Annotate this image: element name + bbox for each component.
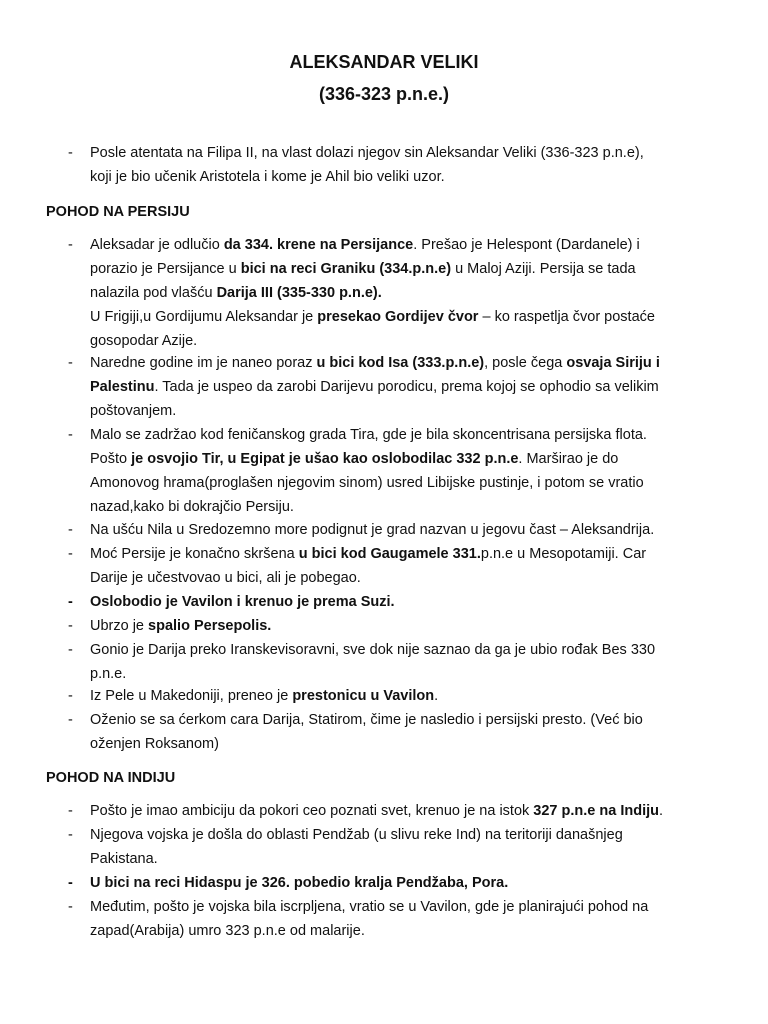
list-item-text: Iz Pele u Makedoniji, preneo je prestonicu u Vavilon. [90,688,439,704]
list-item-text: Naredne godine im je naneo poraz u bici kod Isa (333.p.n.e), posle čega osvaja Siriju i Palestinu. Tada je uspeo da zarobi Darijevu porodicu, prema kojoj se ophodio sa velikim poštovanjem. [90,355,660,419]
bullet-dash: - [68,803,73,819]
list-item-text: Posle atentata na Filipa II, na vlast dolazi njegov sin Aleksandar Veliki (336-323 p.n.e), koji je bio učenik Aristotela i kome je Ahil bio veliki uzor. [90,145,644,185]
bullet-dash: - [68,594,73,610]
bullet-dash: - [68,618,73,634]
list-item-text: Ubrzo je spalio Persepolis. [90,618,272,634]
page-title: ALEKSANDAR VELIKI [289,52,479,72]
list-item-text: Njegova vojska je došla do oblasti Pendžab (u slivu reke Ind) na teritoriji današnjeg Pakistana. [90,827,623,867]
list-item-text: Međutim, pošto je vojska bila iscrpljena, vratio se u Vavilon, gde je planirajući pohod na zapad(Arabija) umro 323 p.n.e od malarije. [90,899,649,939]
bullet-dash: - [68,899,73,915]
bullet-dash: - [68,827,73,843]
bullet-dash: - [68,355,73,371]
list-item-text: Pošto je imao ambiciju da pokori ceo poznati svet, krenuo je na istok 327 p.n.e na Indiju. [90,803,664,819]
bullet-dash: - [68,522,73,538]
bullet-dash: - [68,688,73,704]
list-item-text: Gonio je Darija preko Iranskevisoravni, sve dok nije saznao da ga je ubio rođak Bes 330 p.n.e. [90,642,656,682]
section-heading-persia: POHOD NA PERSIJU [46,204,190,220]
bullet-dash: - [68,642,73,658]
list-item-text: Malo se zadržao kod feničanskog grada Tira, gde je bila skoncentrisana persijska flota. Pošto je osvojio Tir, u Egipat je ušao kao oslobodilac 332 p.n.e. Marširao je do Amonovog hrama(proglašen njegovim sinom) usred Libijske pustinje, i potom se vratio nazad,kako bi dokrajčio Persiju. [90,427,647,515]
bullet-dash: - [68,712,73,728]
bullet-dash: - [68,237,73,253]
list-item-text: Na ušću Nila u Sredozemno more podignut je grad nazvan u jegovu čast – Aleksandrija. [90,522,655,538]
list-item-text: U bici na reci Hidaspu je 326. pobedio kralja Pendžaba, Pora. [90,875,509,891]
bullet-dash: - [68,875,73,891]
page-subtitle-dates: (336-323 p.n.e.) [318,84,450,104]
bullet-dash: - [68,546,73,562]
bullet-dash: - [68,427,73,443]
section-heading-india: POHOD NA INDIJU [46,770,176,786]
bullet-dash: - [68,145,73,161]
list-item-text: Oslobodio je Vavilon i krenuo je prema Suzi. [90,594,395,610]
list-item-text: Moć Persije je konačno skršena u bici kod Gaugamele 331.p.n.e u Mesopotamiji. Car Darije je učestvovao u bici, ali je pobegao. [90,546,647,586]
list-item-text: Aleksadar je odlučio da 334. krene na Persijance. Prešao je Helespont (Dardanele) i porazio je Persijance u bici na reci Graniku (334.p.n.e) u Maloj Aziji. Persija se tada nalazila pod vlašću Darija III (335-330 p.n.e). U Frigiji,u Gordijumu Aleksandar je presekao Gordijev čvor – ko raspetlja čvor postaće gosopodar Azije. [90,237,655,349]
list-item-text: Oženio se sa ćerkom cara Darija, Statirom, čime je nasledio i persijski presto. (Već bio oženjen Roksanom) [90,712,643,752]
